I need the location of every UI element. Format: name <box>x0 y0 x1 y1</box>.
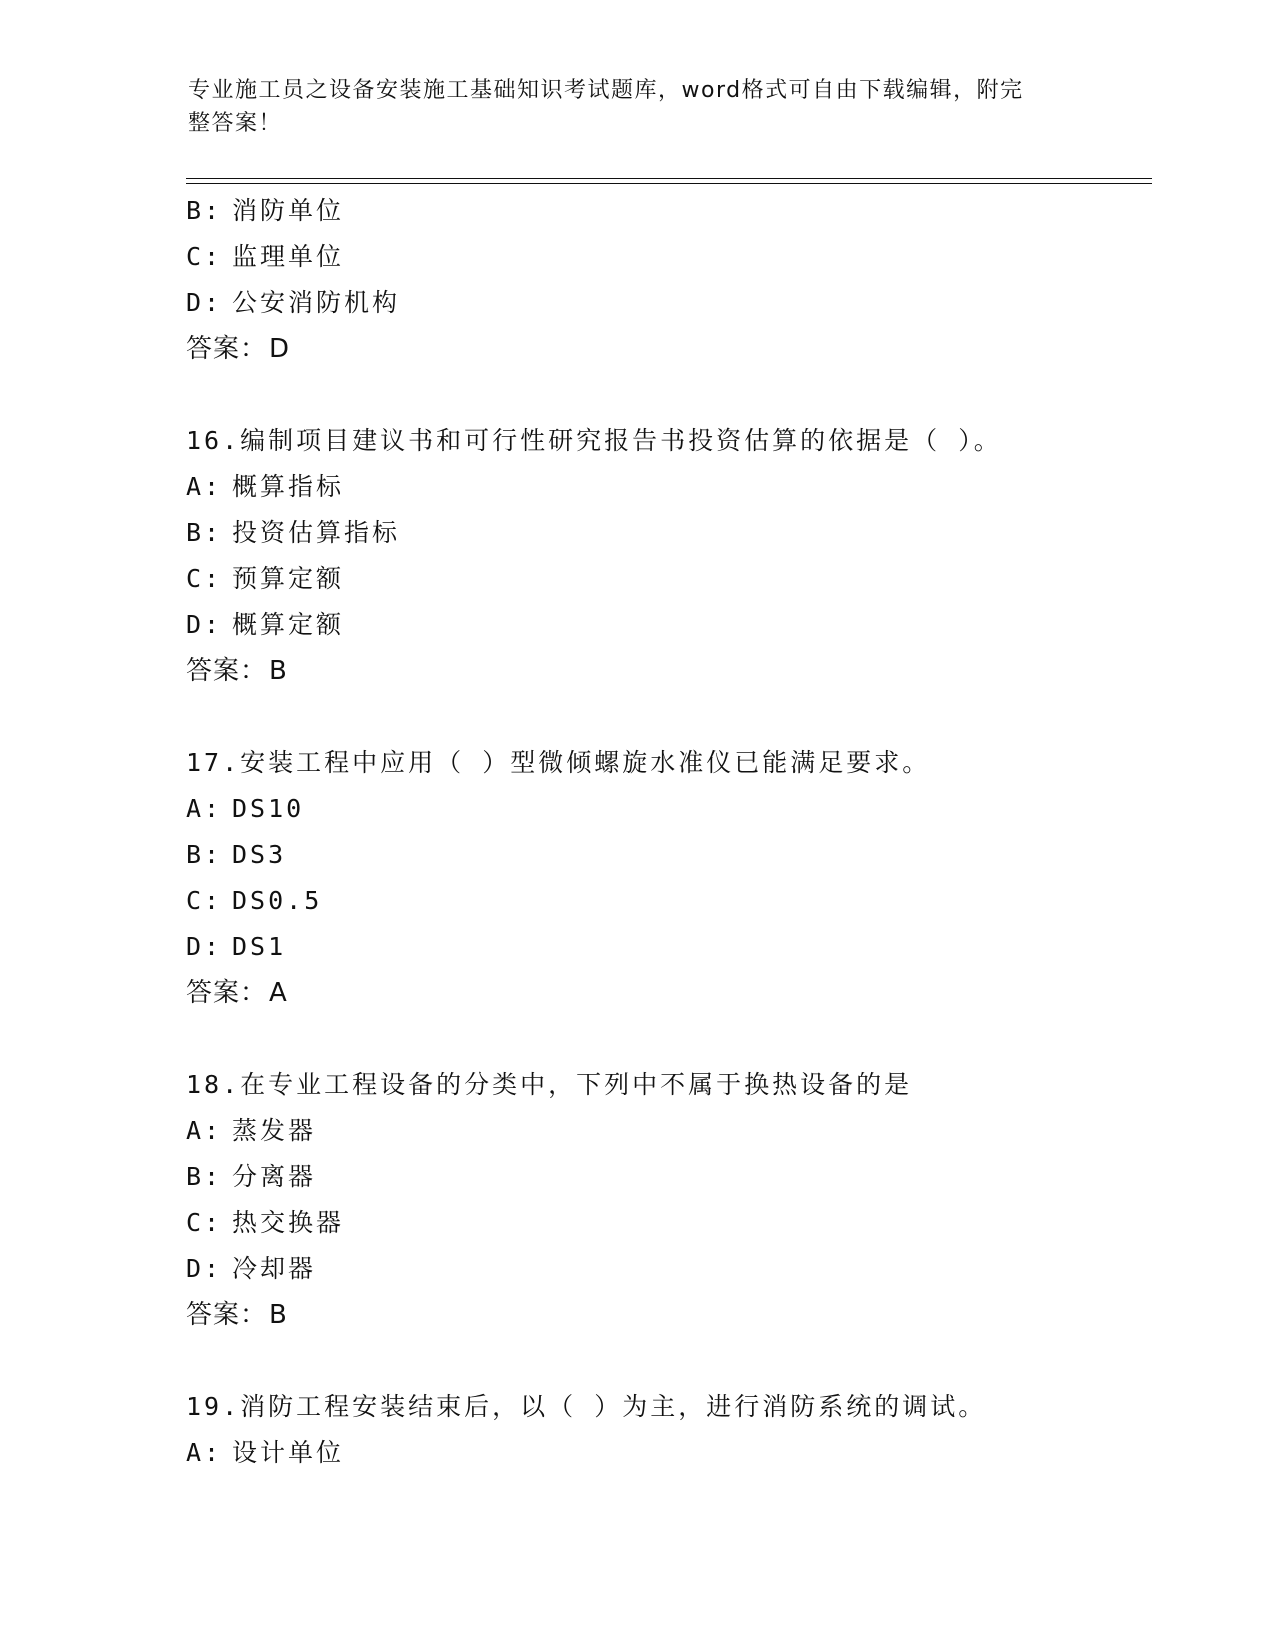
question-stem: 17.安装工程中应用（ ）型微倾螺旋水准仪已能满足要求。 <box>186 748 931 777</box>
option-letter: D: <box>186 610 223 639</box>
answer-line <box>186 970 1186 1016</box>
option-a <box>186 1430 1186 1476</box>
question-stem: 18.在专业工程设备的分类中，下列中不属于换热设备的是 <box>186 1070 913 1099</box>
question-list <box>186 188 1186 1476</box>
option-d <box>186 280 1186 326</box>
option-letter: B: <box>186 518 223 547</box>
option-letter: B: <box>186 196 223 225</box>
option-text: DS0.5 <box>232 886 323 915</box>
option-letter: D: <box>186 932 223 961</box>
option-text: 投资估算指标 <box>232 518 401 547</box>
option-d <box>186 924 1186 970</box>
option-d <box>186 602 1186 648</box>
option-text: DS10 <box>232 794 305 823</box>
question-17 <box>186 740 1186 1016</box>
option-text: 蒸发器 <box>232 1116 317 1145</box>
answer-label: 答案： <box>186 978 268 1008</box>
answer-value: A <box>269 978 288 1008</box>
question-stem: 16.编制项目建议书和可行性研究报告书投资估算的依据是（ ）。 <box>186 426 1002 455</box>
option-text: 分离器 <box>232 1162 317 1191</box>
question-15-tail <box>186 188 1186 372</box>
option-letter: C: <box>186 564 223 593</box>
option-b <box>186 188 1186 234</box>
option-letter: D: <box>186 1254 223 1283</box>
option-letter: D: <box>186 288 223 317</box>
option-letter: A: <box>186 794 223 823</box>
option-c <box>186 1200 1186 1246</box>
answer-value: B <box>269 1300 288 1330</box>
spacer <box>186 694 1186 740</box>
header-divider-bottom <box>186 183 1152 184</box>
answer-label: 答案： <box>186 1300 268 1330</box>
option-text: 概算定额 <box>232 610 345 639</box>
option-text: 概算指标 <box>232 472 345 501</box>
option-text: 监理单位 <box>232 242 345 271</box>
question-19 <box>186 1384 1186 1476</box>
header-line-2: 整答案！ <box>188 111 283 136</box>
answer-value: D <box>269 334 291 364</box>
option-text: 设计单位 <box>232 1438 345 1467</box>
answer-value: B <box>269 656 288 686</box>
option-d <box>186 1246 1186 1292</box>
question-stem: 19.消防工程安装结束后，以（ ）为主，进行消防系统的调试。 <box>186 1392 987 1421</box>
spacer <box>186 1016 1186 1062</box>
option-letter: B: <box>186 1162 223 1191</box>
document-header <box>188 74 1088 140</box>
answer-label: 答案： <box>186 334 268 364</box>
answer-line <box>186 1292 1186 1338</box>
option-letter: C: <box>186 886 223 915</box>
option-letter: A: <box>186 472 223 501</box>
header-divider-top <box>186 178 1152 179</box>
spacer <box>186 1338 1186 1384</box>
option-b <box>186 510 1186 556</box>
option-letter: B: <box>186 840 223 869</box>
option-a <box>186 786 1186 832</box>
question-18 <box>186 1062 1186 1338</box>
option-c <box>186 556 1186 602</box>
option-text: 热交换器 <box>232 1208 345 1237</box>
option-letter: A: <box>186 1438 223 1467</box>
answer-line <box>186 326 1186 372</box>
option-letter: A: <box>186 1116 223 1145</box>
option-a <box>186 464 1186 510</box>
option-text: 公安消防机构 <box>232 288 401 317</box>
option-a <box>186 1108 1186 1154</box>
option-text: 消防单位 <box>232 196 345 225</box>
answer-label: 答案： <box>186 656 268 686</box>
option-text: DS3 <box>232 840 287 869</box>
option-c <box>186 878 1186 924</box>
option-text: 预算定额 <box>232 564 345 593</box>
option-letter: C: <box>186 242 223 271</box>
option-text: 冷却器 <box>232 1254 317 1283</box>
option-text: DS1 <box>232 932 287 961</box>
answer-line <box>186 648 1186 694</box>
option-b <box>186 832 1186 878</box>
header-line-1: 专业施工员之设备安装施工基础知识考试题库，word格式可自由下载编辑，附完 <box>188 78 1024 103</box>
option-c <box>186 234 1186 280</box>
option-b <box>186 1154 1186 1200</box>
option-letter: C: <box>186 1208 223 1237</box>
spacer <box>186 372 1186 418</box>
question-16 <box>186 418 1186 694</box>
